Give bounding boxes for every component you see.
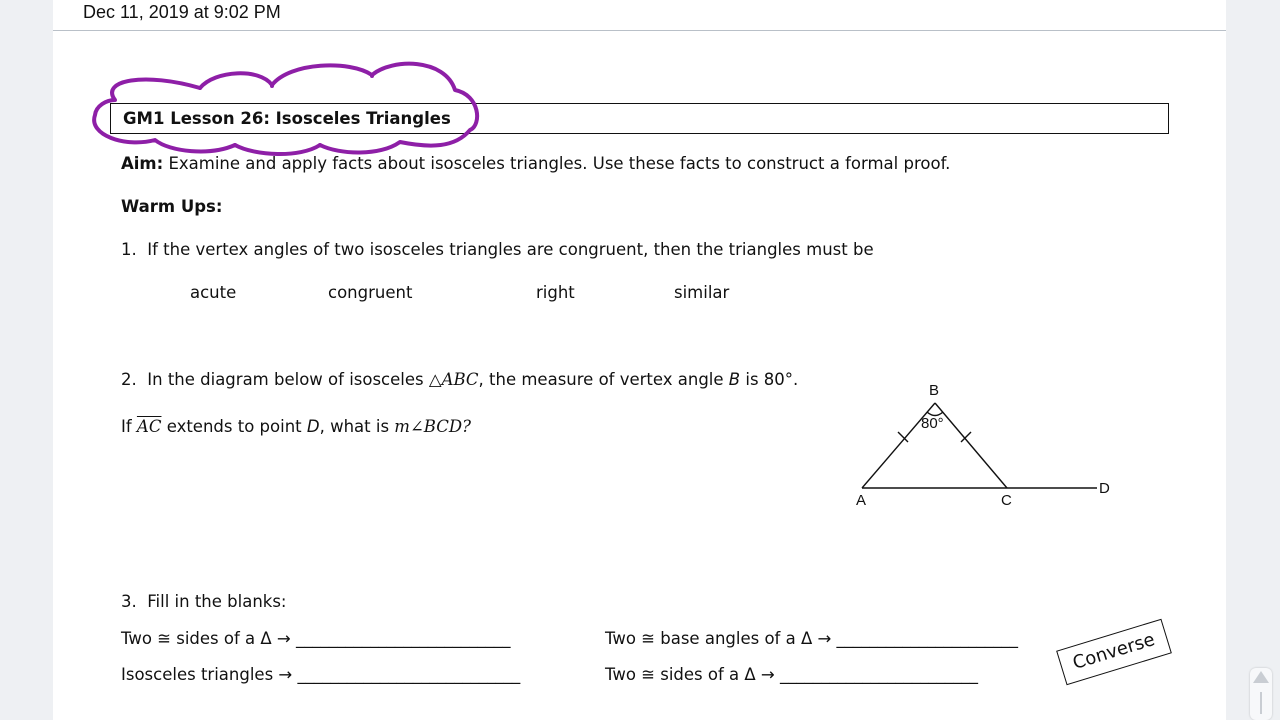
q1-choice-d: similar xyxy=(674,283,730,302)
blank-row-2-left: Isosceles triangles → ___________________________ xyxy=(121,665,521,684)
timestamp: Dec 11, 2019 at 9:02 PM xyxy=(83,2,281,22)
scroll-indicator-icon xyxy=(1260,692,1262,714)
q2-text-b: , the measure of vertex angle xyxy=(478,370,729,389)
question-2-line-1 xyxy=(121,370,798,389)
angle-expression: m∠BCD xyxy=(394,417,463,436)
q2-number: 2. xyxy=(121,370,137,389)
vertex-name: B xyxy=(728,370,741,389)
q2-text-a: In the diagram below of isosceles xyxy=(147,370,429,389)
q1-choice-c: right xyxy=(536,283,575,302)
point-d: D xyxy=(306,417,320,436)
q2-line2-b: extends to point xyxy=(161,417,307,436)
aim-line xyxy=(121,154,950,173)
q3-text: Fill in the blanks: xyxy=(147,592,287,611)
page-header xyxy=(53,0,1226,31)
q2-line2-c: , what is xyxy=(319,417,395,436)
angle-label: 80° xyxy=(921,415,944,432)
aim-label: Aim: xyxy=(121,154,164,173)
question-1 xyxy=(121,240,874,259)
converse-label-box: Converse xyxy=(1056,619,1172,686)
scroll-up-button[interactable] xyxy=(1250,668,1272,720)
lesson-title: GM1 Lesson 26: Isosceles Triangles xyxy=(123,109,451,128)
arrow-up-icon xyxy=(1253,671,1269,683)
blank-row-1-right: Two ≅ base angles of a Δ → ______________________ xyxy=(605,629,1019,648)
question-2-line-2 xyxy=(121,417,471,436)
lesson-title-box xyxy=(110,103,1169,134)
q3-number: 3. xyxy=(121,592,137,611)
question-3 xyxy=(121,592,287,611)
q2-text-c: is 80°. xyxy=(740,370,799,389)
segment-ac: $\overline{AC}$ xyxy=(136,417,162,436)
label-b: B xyxy=(929,382,940,399)
q2-line2-a: If xyxy=(121,417,137,436)
aim-text: Examine and apply facts about isosceles triangles. Use these facts to construct a formal proof. xyxy=(163,154,951,173)
document-page xyxy=(53,0,1226,720)
q2-line2-d: ? xyxy=(462,417,471,436)
q1-text: If the vertex angles of two isosceles triangles are congruent, then the triangles must be xyxy=(147,240,874,259)
label-d: D xyxy=(1099,480,1110,497)
blank-row-1-left: Two ≅ sides of a Δ → __________________________ xyxy=(121,629,511,648)
triangle-name: △ABC xyxy=(428,370,479,389)
label-c: C xyxy=(1001,492,1012,509)
q1-choice-a: acute xyxy=(190,283,237,302)
blank-row-2-right: Two ≅ sides of a Δ → ________________________ xyxy=(605,665,979,684)
q1-choice-b: congruent xyxy=(328,283,413,302)
label-a: A xyxy=(856,492,867,509)
warmups-label: Warm Ups: xyxy=(121,197,223,216)
q1-number: 1. xyxy=(121,240,137,259)
